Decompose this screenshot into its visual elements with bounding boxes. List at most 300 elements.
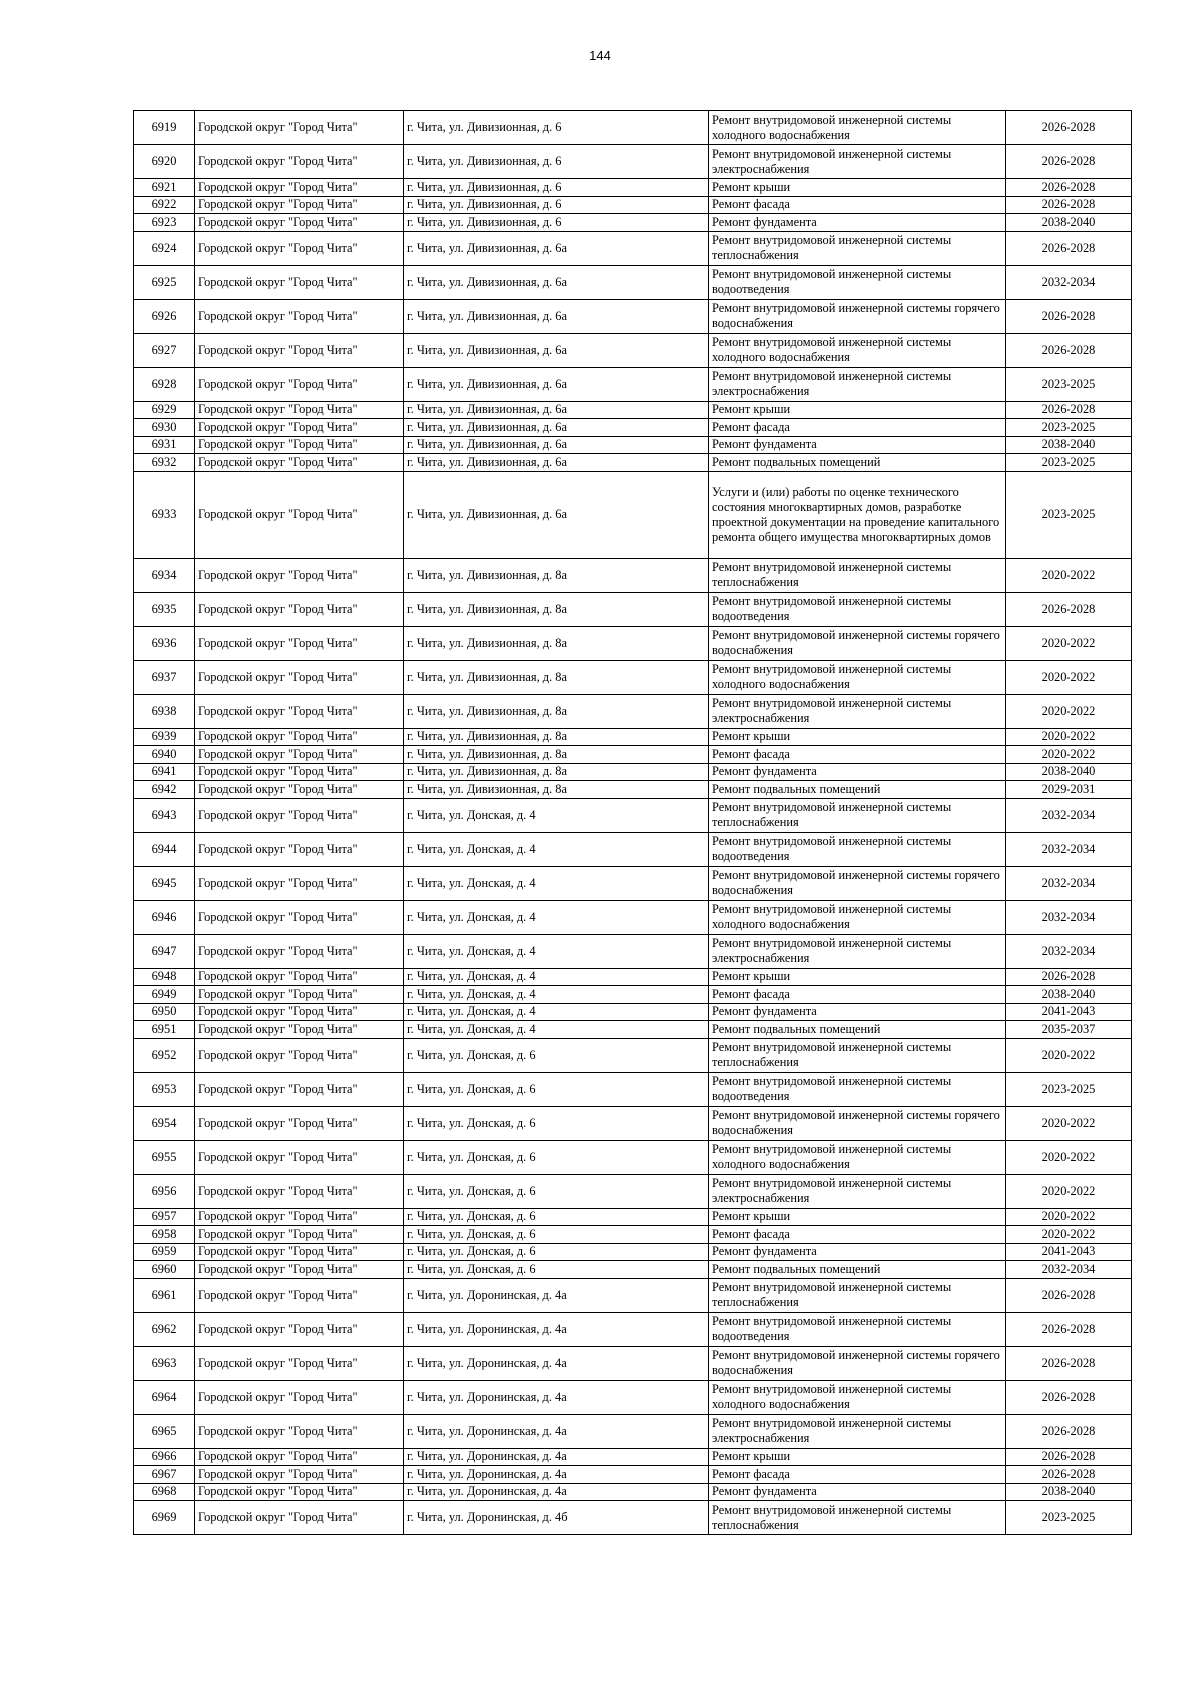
work-type-cell: Ремонт фасада: [709, 1226, 1006, 1244]
period-cell: 2026-2028: [1006, 968, 1132, 986]
municipality-cell: Городской округ "Город Чита": [195, 934, 404, 968]
table-row: [134, 1038, 1132, 1072]
municipality-cell: Городской округ "Город Чита": [195, 1174, 404, 1208]
table-row: [134, 660, 1132, 694]
table-row: [134, 179, 1132, 197]
municipality-cell: Городской округ "Город Чита": [195, 746, 404, 764]
work-type-cell: Ремонт фундамента: [709, 214, 1006, 232]
work-type-cell: Услуги и (или) работы по оценке технического состояния многоквартирных домов, разработке проектной документации на проведение капитального ремонта общего имущества многоквартирных домов: [709, 471, 1006, 558]
period-cell: 2032-2034: [1006, 1261, 1132, 1279]
row-number-cell: 6929: [134, 401, 195, 419]
period-cell: 2035-2037: [1006, 1021, 1132, 1039]
row-number-cell: 6935: [134, 592, 195, 626]
address-cell: г. Чита, ул. Доронинская, д. 4а: [404, 1466, 709, 1484]
table-row: [134, 111, 1132, 145]
row-number-cell: 6951: [134, 1021, 195, 1039]
address-cell: г. Чита, ул. Доронинская, д. 4а: [404, 1380, 709, 1414]
period-cell: 2038-2040: [1006, 763, 1132, 781]
table-row: [134, 934, 1132, 968]
address-cell: г. Чита, ул. Донская, д. 4: [404, 1021, 709, 1039]
work-type-cell: Ремонт фасада: [709, 986, 1006, 1004]
municipality-cell: Городской округ "Город Чита": [195, 1278, 404, 1312]
row-number-cell: 6930: [134, 419, 195, 437]
municipality-cell: Городской округ "Город Чита": [195, 436, 404, 454]
municipality-cell: Городской округ "Город Чита": [195, 626, 404, 660]
period-cell: 2023-2025: [1006, 454, 1132, 472]
row-number-cell: 6945: [134, 866, 195, 900]
work-type-cell: Ремонт фасада: [709, 1466, 1006, 1484]
period-cell: 2023-2025: [1006, 1072, 1132, 1106]
table-row: [134, 968, 1132, 986]
municipality-cell: Городской округ "Город Чита": [195, 1038, 404, 1072]
address-cell: г. Чита, ул. Донская, д. 4: [404, 934, 709, 968]
row-number-cell: 6962: [134, 1312, 195, 1346]
work-type-cell: Ремонт внутридомовой инженерной системы горячего водоснабжения: [709, 866, 1006, 900]
period-cell: 2026-2028: [1006, 299, 1132, 333]
period-cell: 2020-2022: [1006, 626, 1132, 660]
municipality-cell: Городской округ "Город Чита": [195, 1243, 404, 1261]
table-row: [134, 763, 1132, 781]
address-cell: г. Чита, ул. Донская, д. 4: [404, 968, 709, 986]
table-row: [134, 1346, 1132, 1380]
row-number-cell: 6969: [134, 1501, 195, 1535]
table-row: [134, 1174, 1132, 1208]
municipality-cell: Городской округ "Город Чита": [195, 214, 404, 232]
period-cell: 2026-2028: [1006, 401, 1132, 419]
work-type-cell: Ремонт крыши: [709, 728, 1006, 746]
work-type-cell: Ремонт внутридомовой инженерной системы теплоснабжения: [709, 558, 1006, 592]
table-row: [134, 1483, 1132, 1501]
table-row: [134, 1106, 1132, 1140]
table-row: [134, 1312, 1132, 1346]
municipality-cell: Городской округ "Город Чита": [195, 419, 404, 437]
table-row: [134, 454, 1132, 472]
row-number-cell: 6923: [134, 214, 195, 232]
row-number-cell: 6968: [134, 1483, 195, 1501]
period-cell: 2023-2025: [1006, 1501, 1132, 1535]
row-number-cell: 6928: [134, 367, 195, 401]
municipality-cell: Городской округ "Город Чита": [195, 265, 404, 299]
work-type-cell: Ремонт фундамента: [709, 436, 1006, 454]
municipality-cell: Городской округ "Город Чита": [195, 1380, 404, 1414]
address-cell: г. Чита, ул. Доронинская, д. 4а: [404, 1346, 709, 1380]
municipality-cell: Городской округ "Город Чита": [195, 196, 404, 214]
row-number-cell: 6919: [134, 111, 195, 145]
table-row: [134, 1380, 1132, 1414]
municipality-cell: Городской округ "Город Чита": [195, 231, 404, 265]
period-cell: 2020-2022: [1006, 660, 1132, 694]
address-cell: г. Чита, ул. Дивизионная, д. 6: [404, 179, 709, 197]
municipality-cell: Городской округ "Город Чита": [195, 900, 404, 934]
municipality-cell: Городской округ "Город Чита": [195, 454, 404, 472]
municipality-cell: Городской округ "Город Чита": [195, 968, 404, 986]
period-cell: 2020-2022: [1006, 558, 1132, 592]
work-type-cell: Ремонт внутридомовой инженерной системы электроснабжения: [709, 934, 1006, 968]
period-cell: 2032-2034: [1006, 866, 1132, 900]
table-row: [134, 145, 1132, 179]
table-row: [134, 1003, 1132, 1021]
address-cell: г. Чита, ул. Донская, д. 4: [404, 866, 709, 900]
table-row: [134, 1140, 1132, 1174]
table-body: [134, 111, 1132, 1535]
address-cell: г. Чита, ул. Донская, д. 6: [404, 1072, 709, 1106]
row-number-cell: 6921: [134, 179, 195, 197]
row-number-cell: 6933: [134, 471, 195, 558]
work-type-cell: Ремонт внутридомовой инженерной системы горячего водоснабжения: [709, 626, 1006, 660]
municipality-cell: Городской округ "Город Чита": [195, 728, 404, 746]
municipality-cell: Городской округ "Город Чита": [195, 367, 404, 401]
table-row: [134, 1072, 1132, 1106]
period-cell: 2026-2028: [1006, 231, 1132, 265]
table-row: [134, 986, 1132, 1004]
municipality-cell: Городской округ "Город Чита": [195, 781, 404, 799]
table-row: [134, 626, 1132, 660]
work-type-cell: Ремонт подвальных помещений: [709, 781, 1006, 799]
work-type-cell: Ремонт крыши: [709, 401, 1006, 419]
table-row: [134, 694, 1132, 728]
row-number-cell: 6949: [134, 986, 195, 1004]
period-cell: 2032-2034: [1006, 900, 1132, 934]
table-row: [134, 299, 1132, 333]
table-row: [134, 1278, 1132, 1312]
row-number-cell: 6943: [134, 798, 195, 832]
row-number-cell: 6955: [134, 1140, 195, 1174]
row-number-cell: 6954: [134, 1106, 195, 1140]
row-number-cell: 6967: [134, 1466, 195, 1484]
page-number: 144: [589, 48, 611, 63]
address-cell: г. Чита, ул. Дивизионная, д. 6: [404, 145, 709, 179]
address-cell: г. Чита, ул. Донская, д. 6: [404, 1106, 709, 1140]
address-cell: г. Чита, ул. Донская, д. 6: [404, 1208, 709, 1226]
municipality-cell: Городской округ "Город Чита": [195, 1466, 404, 1484]
period-cell: 2026-2028: [1006, 333, 1132, 367]
row-number-cell: 6934: [134, 558, 195, 592]
period-cell: 2026-2028: [1006, 111, 1132, 145]
work-type-cell: Ремонт внутридомовой инженерной системы холодного водоснабжения: [709, 333, 1006, 367]
row-number-cell: 6931: [134, 436, 195, 454]
work-type-cell: Ремонт внутридомовой инженерной системы горячего водоснабжения: [709, 1106, 1006, 1140]
address-cell: г. Чита, ул. Донская, д. 6: [404, 1174, 709, 1208]
table-row: [134, 196, 1132, 214]
table-row: [134, 214, 1132, 232]
work-type-cell: Ремонт внутридомовой инженерной системы теплоснабжения: [709, 231, 1006, 265]
municipality-cell: Городской округ "Город Чита": [195, 471, 404, 558]
address-cell: г. Чита, ул. Донская, д. 4: [404, 900, 709, 934]
work-type-cell: Ремонт внутридомовой инженерной системы теплоснабжения: [709, 1038, 1006, 1072]
table-row: [134, 1501, 1132, 1535]
work-type-cell: Ремонт фасада: [709, 196, 1006, 214]
table-row: [134, 1448, 1132, 1466]
municipality-cell: Городской округ "Город Чита": [195, 1208, 404, 1226]
work-type-cell: Ремонт крыши: [709, 179, 1006, 197]
address-cell: г. Чита, ул. Доронинская, д. 4а: [404, 1414, 709, 1448]
municipality-cell: Городской округ "Город Чита": [195, 660, 404, 694]
period-cell: 2020-2022: [1006, 1038, 1132, 1072]
row-number-cell: 6963: [134, 1346, 195, 1380]
table-row: [134, 367, 1132, 401]
period-cell: 2041-2043: [1006, 1003, 1132, 1021]
work-type-cell: Ремонт внутридомовой инженерной системы водоотведения: [709, 592, 1006, 626]
address-cell: г. Чита, ул. Дивизионная, д. 8а: [404, 763, 709, 781]
municipality-cell: Городской округ "Город Чита": [195, 1483, 404, 1501]
period-cell: 2026-2028: [1006, 179, 1132, 197]
address-cell: г. Чита, ул. Дивизионная, д. 6а: [404, 419, 709, 437]
row-number-cell: 6924: [134, 231, 195, 265]
address-cell: г. Чита, ул. Донская, д. 6: [404, 1140, 709, 1174]
address-cell: г. Чита, ул. Дивизионная, д. 6а: [404, 471, 709, 558]
address-cell: г. Чита, ул. Дивизионная, д. 6а: [404, 265, 709, 299]
municipality-cell: Городской округ "Город Чита": [195, 1346, 404, 1380]
table-row: [134, 471, 1132, 558]
table-row: [134, 401, 1132, 419]
address-cell: г. Чита, ул. Донская, д. 4: [404, 798, 709, 832]
work-type-cell: Ремонт подвальных помещений: [709, 1021, 1006, 1039]
row-number-cell: 6948: [134, 968, 195, 986]
municipality-cell: Городской округ "Город Чита": [195, 1448, 404, 1466]
work-type-cell: Ремонт фасада: [709, 419, 1006, 437]
municipality-cell: Городской округ "Город Чита": [195, 299, 404, 333]
row-number-cell: 6950: [134, 1003, 195, 1021]
work-type-cell: Ремонт фундамента: [709, 1483, 1006, 1501]
work-type-cell: Ремонт крыши: [709, 968, 1006, 986]
municipality-cell: Городской округ "Город Чита": [195, 763, 404, 781]
work-type-cell: Ремонт внутридомовой инженерной системы водоотведения: [709, 1072, 1006, 1106]
row-number-cell: 6940: [134, 746, 195, 764]
work-type-cell: Ремонт фундамента: [709, 1243, 1006, 1261]
address-cell: г. Чита, ул. Дивизионная, д. 8а: [404, 592, 709, 626]
address-cell: г. Чита, ул. Дивизионная, д. 6а: [404, 299, 709, 333]
row-number-cell: 6958: [134, 1226, 195, 1244]
period-cell: 2032-2034: [1006, 798, 1132, 832]
municipality-cell: Городской округ "Город Чита": [195, 1414, 404, 1448]
row-number-cell: 6964: [134, 1380, 195, 1414]
address-cell: г. Чита, ул. Дивизионная, д. 8а: [404, 781, 709, 799]
municipality-cell: Городской округ "Город Чита": [195, 1140, 404, 1174]
work-type-cell: Ремонт внутридомовой инженерной системы горячего водоснабжения: [709, 1346, 1006, 1380]
work-type-cell: Ремонт внутридомовой инженерной системы электроснабжения: [709, 1174, 1006, 1208]
repair-schedule-table: [133, 110, 1132, 1535]
address-cell: г. Чита, ул. Дивизионная, д. 6а: [404, 367, 709, 401]
work-type-cell: Ремонт внутридомовой инженерной системы электроснабжения: [709, 1414, 1006, 1448]
work-type-cell: Ремонт внутридомовой инженерной системы холодного водоснабжения: [709, 900, 1006, 934]
work-type-cell: Ремонт внутридомовой инженерной системы водоотведения: [709, 265, 1006, 299]
period-cell: 2026-2028: [1006, 145, 1132, 179]
row-number-cell: 6966: [134, 1448, 195, 1466]
work-type-cell: Ремонт внутридомовой инженерной системы холодного водоснабжения: [709, 1140, 1006, 1174]
work-type-cell: Ремонт внутридомовой инженерной системы электроснабжения: [709, 367, 1006, 401]
work-type-cell: Ремонт внутридомовой инженерной системы теплоснабжения: [709, 798, 1006, 832]
row-number-cell: 6960: [134, 1261, 195, 1279]
row-number-cell: 6946: [134, 900, 195, 934]
municipality-cell: Городской округ "Город Чита": [195, 1226, 404, 1244]
period-cell: 2020-2022: [1006, 1174, 1132, 1208]
row-number-cell: 6920: [134, 145, 195, 179]
table-row: [134, 1208, 1132, 1226]
work-type-cell: Ремонт внутридомовой инженерной системы водоотведения: [709, 1312, 1006, 1346]
row-number-cell: 6926: [134, 299, 195, 333]
table-row: [134, 900, 1132, 934]
address-cell: г. Чита, ул. Доронинская, д. 4б: [404, 1501, 709, 1535]
address-cell: г. Чита, ул. Дивизионная, д. 8а: [404, 558, 709, 592]
work-type-cell: Ремонт подвальных помещений: [709, 1261, 1006, 1279]
work-type-cell: Ремонт внутридомовой инженерной системы холодного водоснабжения: [709, 660, 1006, 694]
period-cell: 2026-2028: [1006, 592, 1132, 626]
table-row: [134, 728, 1132, 746]
period-cell: 2020-2022: [1006, 1208, 1132, 1226]
address-cell: г. Чита, ул. Донская, д. 4: [404, 1003, 709, 1021]
table-row: [134, 436, 1132, 454]
period-cell: 2026-2028: [1006, 1380, 1132, 1414]
row-number-cell: 6939: [134, 728, 195, 746]
period-cell: 2038-2040: [1006, 1483, 1132, 1501]
address-cell: г. Чита, ул. Доронинская, д. 4а: [404, 1448, 709, 1466]
work-type-cell: Ремонт крыши: [709, 1448, 1006, 1466]
table-row: [134, 1414, 1132, 1448]
municipality-cell: Городской округ "Город Чита": [195, 798, 404, 832]
table-row: [134, 1261, 1132, 1279]
address-cell: г. Чита, ул. Дивизионная, д. 6а: [404, 401, 709, 419]
row-number-cell: 6932: [134, 454, 195, 472]
address-cell: г. Чита, ул. Дивизионная, д. 6: [404, 214, 709, 232]
period-cell: 2026-2028: [1006, 1278, 1132, 1312]
municipality-cell: Городской округ "Город Чита": [195, 866, 404, 900]
address-cell: г. Чита, ул. Донская, д. 6: [404, 1038, 709, 1072]
period-cell: 2032-2034: [1006, 832, 1132, 866]
address-cell: г. Чита, ул. Дивизионная, д. 6а: [404, 231, 709, 265]
row-number-cell: 6959: [134, 1243, 195, 1261]
work-type-cell: Ремонт внутридомовой инженерной системы теплоснабжения: [709, 1278, 1006, 1312]
row-number-cell: 6941: [134, 763, 195, 781]
table-row: [134, 419, 1132, 437]
table-row: [134, 866, 1132, 900]
period-cell: 2041-2043: [1006, 1243, 1132, 1261]
address-cell: г. Чита, ул. Дивизионная, д. 6: [404, 196, 709, 214]
work-type-cell: Ремонт внутридомовой инженерной системы водоотведения: [709, 832, 1006, 866]
period-cell: 2026-2028: [1006, 1312, 1132, 1346]
work-type-cell: Ремонт подвальных помещений: [709, 454, 1006, 472]
table-row: [134, 746, 1132, 764]
address-cell: г. Чита, ул. Дивизионная, д. 6а: [404, 436, 709, 454]
table-row: [134, 781, 1132, 799]
row-number-cell: 6937: [134, 660, 195, 694]
period-cell: 2020-2022: [1006, 728, 1132, 746]
period-cell: 2020-2022: [1006, 694, 1132, 728]
row-number-cell: 6957: [134, 1208, 195, 1226]
work-type-cell: Ремонт внутридомовой инженерной системы холодного водоснабжения: [709, 1380, 1006, 1414]
municipality-cell: Городской округ "Город Чита": [195, 1021, 404, 1039]
address-cell: г. Чита, ул. Донская, д. 6: [404, 1261, 709, 1279]
municipality-cell: Городской округ "Город Чита": [195, 1003, 404, 1021]
address-cell: г. Чита, ул. Дивизионная, д. 6: [404, 111, 709, 145]
work-type-cell: Ремонт внутридомовой инженерной системы теплоснабжения: [709, 1501, 1006, 1535]
period-cell: 2020-2022: [1006, 1226, 1132, 1244]
municipality-cell: Городской округ "Город Чита": [195, 558, 404, 592]
municipality-cell: Городской округ "Город Чита": [195, 694, 404, 728]
address-cell: г. Чита, ул. Дивизионная, д. 8а: [404, 746, 709, 764]
address-cell: г. Чита, ул. Донская, д. 6: [404, 1226, 709, 1244]
work-type-cell: Ремонт фундамента: [709, 1003, 1006, 1021]
table-row: [134, 1021, 1132, 1039]
municipality-cell: Городской округ "Город Чита": [195, 1501, 404, 1535]
work-type-cell: Ремонт внутридомовой инженерной системы горячего водоснабжения: [709, 299, 1006, 333]
address-cell: г. Чита, ул. Дивизионная, д. 8а: [404, 694, 709, 728]
address-cell: г. Чита, ул. Донская, д. 6: [404, 1243, 709, 1261]
municipality-cell: Городской округ "Город Чита": [195, 333, 404, 367]
row-number-cell: 6922: [134, 196, 195, 214]
address-cell: г. Чита, ул. Дивизионная, д. 8а: [404, 660, 709, 694]
work-type-cell: Ремонт внутридомовой инженерной системы электроснабжения: [709, 145, 1006, 179]
table-row: [134, 231, 1132, 265]
row-number-cell: 6947: [134, 934, 195, 968]
period-cell: 2026-2028: [1006, 1414, 1132, 1448]
address-cell: г. Чита, ул. Донская, д. 4: [404, 832, 709, 866]
period-cell: 2020-2022: [1006, 1140, 1132, 1174]
table-row: [134, 592, 1132, 626]
table-row: [134, 265, 1132, 299]
municipality-cell: Городской округ "Город Чита": [195, 1312, 404, 1346]
address-cell: г. Чита, ул. Доронинская, д. 4а: [404, 1483, 709, 1501]
municipality-cell: Городской округ "Город Чита": [195, 592, 404, 626]
period-cell: 2023-2025: [1006, 471, 1132, 558]
period-cell: 2026-2028: [1006, 1346, 1132, 1380]
row-number-cell: 6961: [134, 1278, 195, 1312]
row-number-cell: 6944: [134, 832, 195, 866]
work-type-cell: Ремонт фундамента: [709, 763, 1006, 781]
table-row: [134, 558, 1132, 592]
period-cell: 2038-2040: [1006, 214, 1132, 232]
period-cell: 2026-2028: [1006, 1448, 1132, 1466]
row-number-cell: 6952: [134, 1038, 195, 1072]
period-cell: 2032-2034: [1006, 265, 1132, 299]
period-cell: 2038-2040: [1006, 436, 1132, 454]
municipality-cell: Городской округ "Город Чита": [195, 1261, 404, 1279]
address-cell: г. Чита, ул. Дивизионная, д. 8а: [404, 626, 709, 660]
address-cell: г. Чита, ул. Доронинская, д. 4а: [404, 1278, 709, 1312]
row-number-cell: 6925: [134, 265, 195, 299]
period-cell: 2026-2028: [1006, 1466, 1132, 1484]
work-type-cell: Ремонт внутридомовой инженерной системы электроснабжения: [709, 694, 1006, 728]
address-cell: г. Чита, ул. Дивизионная, д. 6а: [404, 454, 709, 472]
municipality-cell: Городской округ "Город Чита": [195, 832, 404, 866]
period-cell: 2020-2022: [1006, 746, 1132, 764]
table-row: [134, 1466, 1132, 1484]
table-row: [134, 1243, 1132, 1261]
address-cell: г. Чита, ул. Донская, д. 4: [404, 986, 709, 1004]
table-row: [134, 333, 1132, 367]
period-cell: 2029-2031: [1006, 781, 1132, 799]
work-type-cell: Ремонт фасада: [709, 746, 1006, 764]
address-cell: г. Чита, ул. Доронинская, д. 4а: [404, 1312, 709, 1346]
row-number-cell: 6927: [134, 333, 195, 367]
municipality-cell: Городской округ "Город Чита": [195, 986, 404, 1004]
work-type-cell: Ремонт внутридомовой инженерной системы холодного водоснабжения: [709, 111, 1006, 145]
period-cell: 2032-2034: [1006, 934, 1132, 968]
municipality-cell: Городской округ "Город Чита": [195, 179, 404, 197]
row-number-cell: 6956: [134, 1174, 195, 1208]
municipality-cell: Городской округ "Город Чита": [195, 401, 404, 419]
table-row: [134, 832, 1132, 866]
period-cell: 2023-2025: [1006, 367, 1132, 401]
period-cell: 2026-2028: [1006, 196, 1132, 214]
row-number-cell: 6965: [134, 1414, 195, 1448]
period-cell: 2020-2022: [1006, 1106, 1132, 1140]
row-number-cell: 6938: [134, 694, 195, 728]
table-row: [134, 1226, 1132, 1244]
table-row: [134, 798, 1132, 832]
row-number-cell: 6942: [134, 781, 195, 799]
municipality-cell: Городской округ "Город Чита": [195, 1072, 404, 1106]
address-cell: г. Чита, ул. Дивизионная, д. 8а: [404, 728, 709, 746]
